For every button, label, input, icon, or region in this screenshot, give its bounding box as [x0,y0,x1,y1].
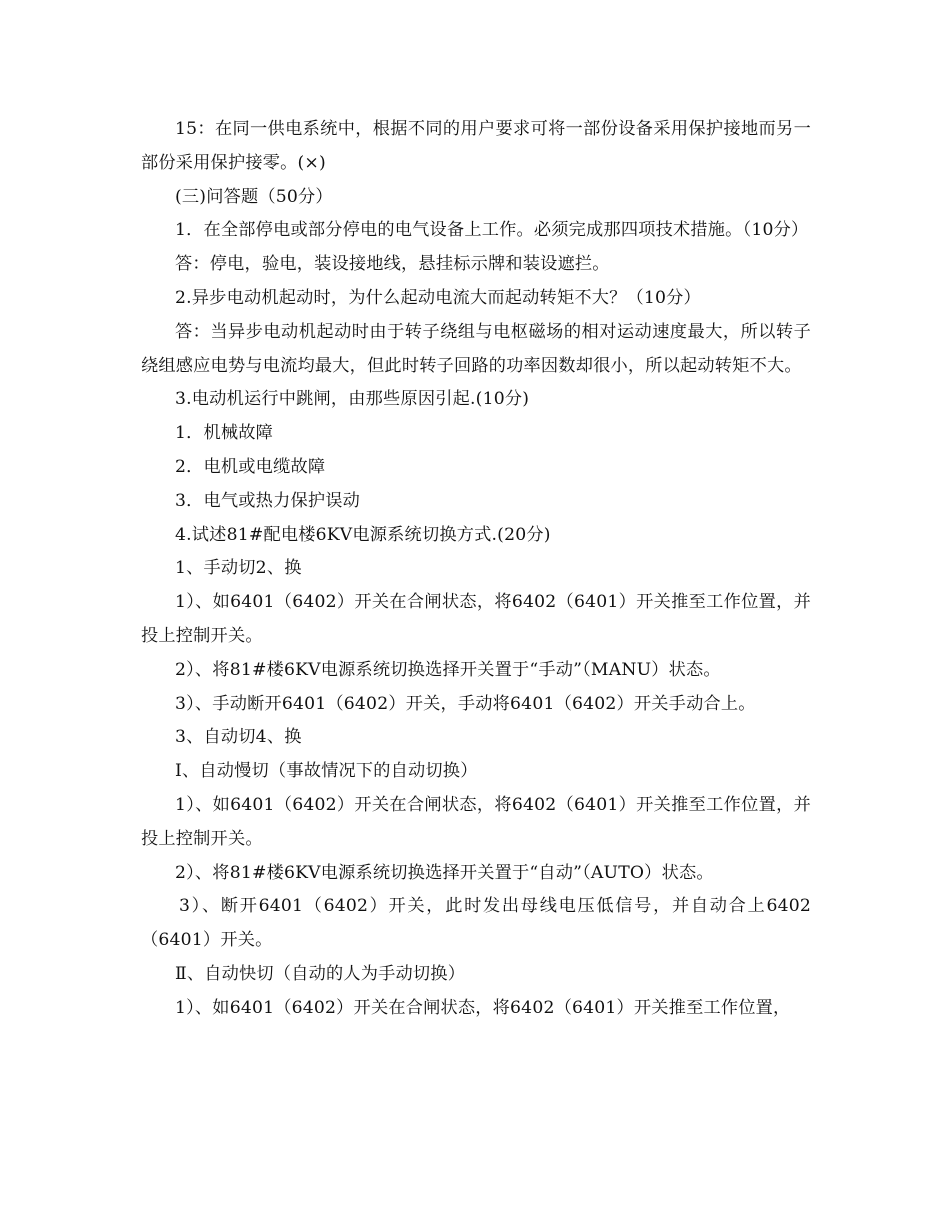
answer-2: 答：当异步电动机起动时由于转子绕组与电枢磁场的相对运动速度最大，所以转子绕组感应电势与电流均最大，但此时转子回路的功率因数却很小，所以起动转矩不大。 [141,321,811,376]
auto-fast-heading: Ⅱ、自动快切（自动的人为手动切换） [175,963,466,984]
auto-slow-step-3: 3）、断开6401（6402）开关，此时发出母线电压低信号，并自动合上6402（6401）开关。 [141,896,811,951]
manual-switch-heading: 1、手动切2、换 [175,558,302,579]
question-4: 4.试述81#配电楼6KV电源系统切换方式.(20分) [175,524,551,545]
auto-slow-heading: Ⅰ、自动慢切（事故情况下的自动切换） [175,761,478,782]
question-2: 2.异步电动机起动时，为什么起动电流大而起动转矩不大？（10分） [175,287,701,308]
auto-slow-step-1: 1）、如6401（6402）开关在合闸状态，将6402（6401）开关推至工作位置，并投上控制开关。 [141,794,811,849]
answer-1: 答：停电，验电，装设接地线，悬挂标示牌和装设遮拦。 [175,254,610,275]
auto-switch-heading: 3、自动切4、换 [175,727,302,748]
answer-3-item-2: 2．电机或电缆故障 [175,456,326,477]
manual-step-3: 3）、手动断开6401（6402）开关，手动将6401（6402）开关手动合上。 [175,693,756,714]
document-body [141,113,811,1026]
manual-step-1: 1）、如6401（6402）开关在合闸状态，将6402（6401）开关推至工作位置，并投上控制开关。 [141,592,811,646]
manual-step-2: 2）、将81#楼6KV电源系统切换选择开关置于“手动”（MANU）状态。 [175,659,721,680]
auto-slow-step-2: 2）、将81#楼6KV电源系统切换选择开关置于“自动”（AUTO）状态。 [175,862,714,883]
answer-3-item-1: 1．机械故障 [175,423,274,444]
answer-3-item-3: 3．电气或热力保护误动 [175,490,361,511]
question-1: 1．在全部停电或部分停电的电气设备上工作。必须完成那四项技术措施。（10分） [175,220,809,241]
section-heading-qa: (三)问答题（50分） [175,186,333,207]
question-3: 3.电动机运行中跳闸，由那些原因引起.(10分) [175,389,530,410]
paragraph-judgement-15: 15：在同一供电系统中，根据不同的用户要求可将一部份设备采用保护接地而另一部份采用保护接零。(×) [141,119,811,173]
auto-fast-step-1: 1）、如6401（6402）开关在合闸状态，将6402（6401）开关推至工作位置， [175,997,791,1018]
